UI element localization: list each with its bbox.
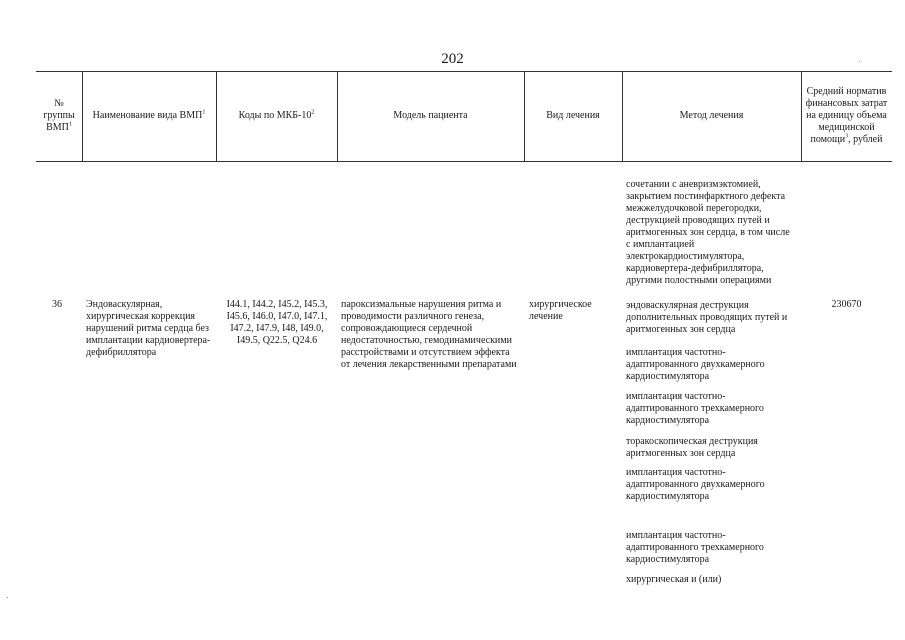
method-item: имплантация частотно-адаптированного трехкамерного кардиостимулятора xyxy=(626,391,764,426)
row-group-number: 36 xyxy=(52,299,62,310)
header-cost-label: Средний норматив финансовых затрат на единицу объема медицинской помощи xyxy=(805,86,888,145)
header-icd-codes xyxy=(216,71,337,161)
row-treatment-type: хирургическое лечение xyxy=(529,299,592,322)
footnote-mark: 1 xyxy=(202,109,206,116)
row-patient-model: пароксизмальные нарушения ритма и проводимости различного генеза, сопровождающиеся сердечной недостаточностью, гемодинамическими расстройствами и отсутствием эффекта от лечения лекарственными препаратами xyxy=(341,299,517,370)
header-model-label: Модель пациента xyxy=(393,110,468,121)
header-patient-model xyxy=(337,71,524,161)
method-item: эндоваскулярная деструкция дополнительных проводящих путей и аритмогенных зон сердца xyxy=(626,300,788,335)
header-treatment-type xyxy=(524,71,622,161)
method-item: имплантация частотно-адаптированного трехкамерного кардиостимулятора xyxy=(626,530,764,565)
header-group-number xyxy=(36,71,82,161)
footnote-mark: 2 xyxy=(311,109,315,116)
scan-speck xyxy=(7,597,8,598)
method-item: имплантация частотно-адаптированного двухкамерного кардиостимулятора xyxy=(626,467,765,502)
method-continuation-text: сочетании с аневризмэктомией, закрытием постинфарктного дефекта межжелудочковой перегородки, деструкцией проводящих путей и аритмогенных зон сердца, в том числе с имплантацией электрокардиостимулятора, кардиовертера-дефибриллятора, другими полостными операциями xyxy=(626,179,790,286)
method-item: торакоскопическая деструкция аритмогенных зон сердца xyxy=(626,436,758,459)
page-number: 202 xyxy=(441,51,464,67)
header-group-label: № группы ВМП xyxy=(43,98,75,133)
method-item: хирургическая и (или) xyxy=(626,574,722,585)
header-bottom-border xyxy=(36,161,892,162)
header-name-label: Наименование вида ВМП xyxy=(92,110,203,121)
header-method-label: Метод лечения xyxy=(679,110,744,121)
header-vmp-name xyxy=(82,71,216,161)
row-vmp-name: Эндоваскулярная, хирургическая коррекция нарушений ритма сердца без имплантации кардиовертера-дефибриллятора xyxy=(86,299,211,358)
header-treatment-method xyxy=(622,71,801,161)
row-icd-codes: I44.1, I44.2, I45.2, I45.3, I45.6, I46.0, I47.0, I47.1, I47.2, I47.9, I48, I49.0, I49.5, Q22.5, Q24.6 xyxy=(226,299,328,346)
footnote-mark: 3 xyxy=(845,133,849,140)
row-average-cost: 230670 xyxy=(831,299,862,310)
method-item: имплантация частотно-адаптированного двухкамерного кардиостимулятора xyxy=(626,347,765,382)
footnote-mark: 1 xyxy=(68,121,72,128)
header-average-cost xyxy=(801,71,892,161)
header-cost-tail: , рублей xyxy=(848,134,883,145)
scan-speck xyxy=(859,61,860,62)
header-type-label: Вид лечения xyxy=(546,110,600,121)
header-codes-label: Коды по МКБ-10 xyxy=(238,110,312,121)
